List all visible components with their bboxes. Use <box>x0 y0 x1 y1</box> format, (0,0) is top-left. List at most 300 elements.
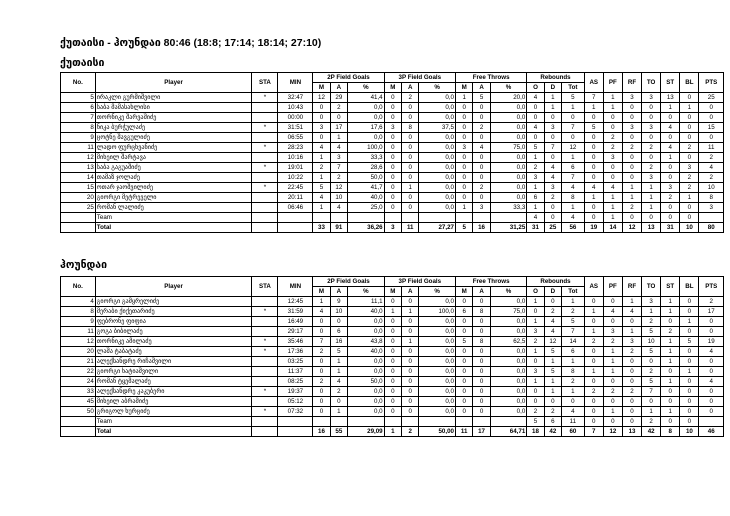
table-row <box>61 153 724 163</box>
total-p2p: 29,09 <box>348 427 385 437</box>
player-number: 14 <box>61 173 96 183</box>
total-pts: 80 <box>699 223 724 233</box>
stat-p2a <box>330 417 347 427</box>
player-name: თამაზ ჯოლაძე <box>95 173 252 183</box>
player-number: 7 <box>61 113 96 123</box>
stat-o: 0 <box>527 103 544 113</box>
stat-bl: 0 <box>680 417 699 427</box>
table-row <box>61 213 724 223</box>
stat-d: 0 <box>544 397 561 407</box>
stat-d: 1 <box>544 103 561 113</box>
stat-ftp: 0,0 <box>490 153 527 163</box>
stat-rf: 3 <box>622 337 641 347</box>
stat-ftm: 0 <box>455 123 472 133</box>
total-ftm: 11 <box>455 427 472 437</box>
player-name: ცოტნე შავგულიძე <box>95 133 252 143</box>
stat-to: 0 <box>642 113 661 123</box>
stat-fta: 0 <box>473 163 490 173</box>
column-header-to: TO <box>642 277 661 297</box>
stat-p3p: 0,0 <box>419 357 456 367</box>
stat-fta: 4 <box>473 143 490 153</box>
stat-fta: 0 <box>473 173 490 183</box>
stat-p3p: 0,0 <box>419 377 456 387</box>
stat-bl: 0 <box>680 123 699 133</box>
stat-bl: 2 <box>680 143 699 153</box>
stat-bl: 1 <box>680 367 699 377</box>
stat-p2m: 4 <box>313 307 330 317</box>
column-header-as: AS <box>584 73 603 93</box>
stat-pf: 0 <box>603 173 622 183</box>
stat-p2p: 100,0 <box>348 143 385 153</box>
stat-bl: 3 <box>680 163 699 173</box>
stat-as: 1 <box>584 103 603 113</box>
stat-p2m <box>313 417 330 427</box>
starter-mark <box>252 317 278 327</box>
stat-tot: 4 <box>562 407 585 417</box>
stat-p3p: 0,0 <box>419 387 456 397</box>
stat-st: 13 <box>661 93 680 103</box>
stat-st: 0 <box>661 387 680 397</box>
player-number: 11 <box>61 143 96 153</box>
column-header-reb: Rebounds <box>527 277 584 287</box>
stat-as: 2 <box>584 337 603 347</box>
starter-mark <box>252 133 278 143</box>
stat-ftm: 0 <box>455 367 472 377</box>
stat-p3m: 3 <box>384 123 401 133</box>
stat-bl: 0 <box>680 347 699 357</box>
total-pts: 46 <box>699 427 724 437</box>
stat-st: 1 <box>661 357 680 367</box>
stat-bl: 0 <box>680 203 699 213</box>
table-row <box>61 297 724 307</box>
total-bl: 10 <box>680 223 699 233</box>
stat-d: 4 <box>544 327 561 337</box>
stat-st: 2 <box>661 193 680 203</box>
minutes: 10:16 <box>278 153 313 163</box>
stat-ftm: 1 <box>455 203 472 213</box>
stat-bl: 2 <box>680 183 699 193</box>
stat-p2a: 5 <box>330 347 347 357</box>
stats-table-home <box>60 72 724 233</box>
stat-pf: 1 <box>603 213 622 223</box>
stat-d: 0 <box>544 203 561 213</box>
stat-to: 3 <box>642 93 661 103</box>
total-rf: 13 <box>622 427 641 437</box>
column-header-sta: STA <box>252 73 278 93</box>
player-name: ლაშა ტაბატაძე <box>95 347 252 357</box>
stat-p2p: 0,0 <box>348 113 385 123</box>
stat-as: 0 <box>584 133 603 143</box>
table-row <box>61 143 724 153</box>
stat-d: 0 <box>544 153 561 163</box>
stat-pts <box>699 417 724 427</box>
stat-p3a: 0 <box>402 347 419 357</box>
stat-d: 5 <box>544 367 561 377</box>
stat-pts: 0 <box>699 387 724 397</box>
stat-o: 0 <box>527 133 544 143</box>
stat-p2a: 29 <box>330 93 347 103</box>
total-tot: 60 <box>562 427 585 437</box>
stat-to: 0 <box>642 153 661 163</box>
minutes: 10:22 <box>278 173 313 183</box>
stat-rf: 0 <box>622 377 641 387</box>
stat-to: 2 <box>642 163 661 173</box>
stat-o: 5 <box>527 143 544 153</box>
stat-d: 1 <box>544 93 561 103</box>
total-p2m: 33 <box>313 223 330 233</box>
starter-mark: * <box>252 347 278 357</box>
stat-pts: 4 <box>699 377 724 387</box>
stat-pts: 0 <box>699 327 724 337</box>
starter-mark: * <box>252 407 278 417</box>
stat-rf: 0 <box>622 367 641 377</box>
starter-mark: * <box>252 123 278 133</box>
stat-d: 4 <box>544 317 561 327</box>
column-header-sta: STA <box>252 277 278 297</box>
column-header-min: MIN <box>278 73 313 93</box>
stat-p2p: 43,8 <box>348 337 385 347</box>
team-name-home: ქუთაისი <box>60 57 105 69</box>
stat-p2m: 12 <box>313 93 330 103</box>
stat-p3p: 0,0 <box>419 347 456 357</box>
stat-pts: 4 <box>699 163 724 173</box>
stat-rf: 4 <box>622 307 641 317</box>
stat-pf: 2 <box>603 133 622 143</box>
column-subheader-pct: % <box>490 83 527 93</box>
stat-ftm <box>455 213 472 223</box>
stat-p3p: 0,0 <box>419 113 456 123</box>
table-row <box>61 193 724 203</box>
stat-tot: 2 <box>562 307 585 317</box>
stat-o: 2 <box>527 407 544 417</box>
stat-ftp <box>490 417 527 427</box>
table-row <box>61 163 724 173</box>
stat-pts: 10 <box>699 183 724 193</box>
stat-fta: 0 <box>473 153 490 163</box>
player-name: საბა გაგუაშიძე <box>95 163 252 173</box>
column-header-pf: PF <box>603 73 622 93</box>
stat-p3a: 0 <box>402 113 419 123</box>
stat-pts: 0 <box>699 357 724 367</box>
minutes: 16:49 <box>278 317 313 327</box>
stat-rf: 2 <box>622 347 641 357</box>
stat-tot: 7 <box>562 173 585 183</box>
stat-tot: 0 <box>562 113 585 123</box>
stat-p2m: 0 <box>313 387 330 397</box>
player-number: 9 <box>61 133 96 143</box>
column-header-p3: 3P Field Goals <box>384 277 455 287</box>
player-number: 24 <box>61 377 96 387</box>
stat-fta: 0 <box>473 193 490 203</box>
stat-st: 0 <box>661 203 680 213</box>
stat-to: 3 <box>642 173 661 183</box>
stat-as: 7 <box>584 93 603 103</box>
stat-p3a: 1 <box>402 337 419 347</box>
page-title: ქუთაისი - ჰოუნდაი 80:46 (18:8; 17:14; 18:14; 27:10) <box>60 37 322 49</box>
stat-fta: 3 <box>473 203 490 213</box>
stat-to: 1 <box>642 183 661 193</box>
stat-p2p <box>348 213 385 223</box>
table-row <box>61 357 724 367</box>
stat-p3p: 0,0 <box>419 193 456 203</box>
total-fta: 17 <box>473 427 490 437</box>
total-o: 18 <box>527 427 544 437</box>
column-subheader-a: A <box>473 83 490 93</box>
stat-pts: 0 <box>699 133 724 143</box>
stat-rf: 1 <box>622 193 641 203</box>
stat-pts: 0 <box>699 113 724 123</box>
stat-to: 5 <box>642 327 661 337</box>
stat-p3p: 0,0 <box>419 183 456 193</box>
stat-to: 0 <box>642 213 661 223</box>
table-row <box>61 337 724 347</box>
stat-as: 1 <box>584 193 603 203</box>
starter-mark <box>252 377 278 387</box>
stat-bl: 0 <box>680 377 699 387</box>
stat-pf: 1 <box>603 203 622 213</box>
stat-p2p: 0,0 <box>348 367 385 377</box>
column-subheader-tot: Tot <box>562 83 585 93</box>
stat-o: 2 <box>527 337 544 347</box>
total-tot: 56 <box>562 223 585 233</box>
stat-o: 3 <box>527 367 544 377</box>
stat-p3m: 0 <box>384 193 401 203</box>
column-header-min: MIN <box>278 277 313 297</box>
player-number <box>61 213 96 223</box>
stat-to: 0 <box>642 133 661 143</box>
column-header-player: Player <box>95 73 252 93</box>
stat-p3a: 2 <box>402 93 419 103</box>
table-row <box>61 387 724 397</box>
stat-tot: 11 <box>562 417 585 427</box>
stat-ftp: 0,0 <box>490 123 527 133</box>
stat-ftp: 0,0 <box>490 327 527 337</box>
stat-o: 3 <box>527 173 544 183</box>
stat-p3p: 37,5 <box>419 123 456 133</box>
stat-st: 0 <box>661 133 680 143</box>
stat-p2m: 2 <box>313 163 330 173</box>
stat-tot: 14 <box>562 337 585 347</box>
stat-as: 5 <box>584 123 603 133</box>
stat-st: 4 <box>661 143 680 153</box>
stat-bl: 1 <box>680 103 699 113</box>
starter-mark <box>252 173 278 183</box>
stat-pts: 2 <box>699 173 724 183</box>
stat-p2p: 40,0 <box>348 307 385 317</box>
column-header-p2: 2P Field Goals <box>313 73 384 83</box>
stat-d: 1 <box>544 377 561 387</box>
stat-d: 0 <box>544 133 561 143</box>
stat-rf: 0 <box>622 357 641 367</box>
stat-st: 1 <box>661 153 680 163</box>
stat-as: 0 <box>584 397 603 407</box>
stat-p3m: 0 <box>384 297 401 307</box>
stat-pf: 0 <box>603 417 622 427</box>
stat-p3a: 0 <box>402 327 419 337</box>
stat-p2m: 2 <box>313 347 330 357</box>
starter-mark <box>252 297 278 307</box>
stat-fta: 0 <box>473 397 490 407</box>
total-empty-cell <box>61 427 96 437</box>
stat-pts: 0 <box>699 397 724 407</box>
stat-p2m: 0 <box>313 113 330 123</box>
stat-p3m: 0 <box>384 327 401 337</box>
header-row <box>61 277 724 287</box>
stat-p2p: 33,3 <box>348 153 385 163</box>
stat-st: 0 <box>661 417 680 427</box>
stat-p3m: 0 <box>384 387 401 397</box>
total-empty-cell <box>61 223 96 233</box>
stat-st: 0 <box>661 317 680 327</box>
starter-mark <box>252 357 278 367</box>
total-d: 42 <box>544 427 561 437</box>
stat-p3m: 0 <box>384 317 401 327</box>
table-row <box>61 123 724 133</box>
column-subheader-m: M <box>313 287 330 297</box>
stat-bl: 0 <box>680 93 699 103</box>
player-number: 25 <box>61 203 96 213</box>
stat-pf: 1 <box>603 103 622 113</box>
stat-pf: 0 <box>603 163 622 173</box>
stat-p2a: 2 <box>330 387 347 397</box>
stat-p2p: 0,0 <box>348 357 385 367</box>
stat-d: 4 <box>544 163 561 173</box>
minutes: 08:25 <box>278 377 313 387</box>
stat-tot: 0 <box>562 397 585 407</box>
total-ftp: 64,71 <box>490 427 527 437</box>
total-empty-cell <box>252 427 278 437</box>
stat-tot: 8 <box>562 367 585 377</box>
stat-d: 4 <box>544 173 561 183</box>
column-header-as: AS <box>584 277 603 297</box>
stat-p2p: 11,1 <box>348 297 385 307</box>
stat-tot: 5 <box>562 93 585 103</box>
stat-p2a: 1 <box>330 367 347 377</box>
player-name: ალექსანდრე კაკუბერი <box>95 387 252 397</box>
stat-p3m: 0 <box>384 163 401 173</box>
player-number: 8 <box>61 307 96 317</box>
stat-bl: 0 <box>680 213 699 223</box>
stat-pts: 2 <box>699 297 724 307</box>
stat-pf: 1 <box>603 193 622 203</box>
stat-bl: 0 <box>680 397 699 407</box>
total-label: Total <box>95 223 252 233</box>
column-subheader-m: M <box>384 287 401 297</box>
column-subheader-o: O <box>527 287 544 297</box>
minutes: 06:46 <box>278 203 313 213</box>
stat-fta: 0 <box>473 103 490 113</box>
stat-ftm: 0 <box>455 347 472 357</box>
stat-o: 0 <box>527 397 544 407</box>
stat-bl: 0 <box>680 297 699 307</box>
minutes: 12:45 <box>278 297 313 307</box>
column-header-to: TO <box>642 73 661 93</box>
stat-p3a: 0 <box>402 317 419 327</box>
table-row <box>61 307 724 317</box>
stat-ftp: 0,0 <box>490 103 527 113</box>
total-bl: 10 <box>680 427 699 437</box>
column-header-bl: BL <box>680 277 699 297</box>
stat-tot: 1 <box>562 203 585 213</box>
column-subheader-m: M <box>384 83 401 93</box>
stat-d: 0 <box>544 213 561 223</box>
column-subheader-d: D <box>544 287 561 297</box>
total-ftm: 5 <box>455 223 472 233</box>
player-number: 33 <box>61 387 96 397</box>
minutes: 28:23 <box>278 143 313 153</box>
stat-bl: 0 <box>680 407 699 417</box>
stat-p3m: 0 <box>384 153 401 163</box>
player-name: საბა მამასახლისი <box>95 103 252 113</box>
stat-st: 0 <box>661 367 680 377</box>
stat-ftp: 0,0 <box>490 377 527 387</box>
column-header-pts: PTS <box>699 277 724 297</box>
stat-ftm: 0 <box>455 387 472 397</box>
stat-ftp: 75,0 <box>490 307 527 317</box>
stat-o: 4 <box>527 123 544 133</box>
stat-p3m: 0 <box>384 183 401 193</box>
stat-to: 7 <box>642 387 661 397</box>
stat-p2a: 0 <box>330 397 347 407</box>
stat-p3m: 0 <box>384 407 401 417</box>
stat-rf: 0 <box>622 417 641 427</box>
player-name: რომან ლალიძე <box>95 203 252 213</box>
stat-o: 1 <box>527 297 544 307</box>
column-header-rf: RF <box>622 73 641 93</box>
player-name: გოგა ბიბილაძე <box>95 327 252 337</box>
stat-pf: 1 <box>603 347 622 357</box>
stat-to: 3 <box>642 297 661 307</box>
stat-ftp: 0,0 <box>490 347 527 357</box>
stat-o: 1 <box>527 153 544 163</box>
stat-to: 10 <box>642 337 661 347</box>
stat-fta: 0 <box>473 357 490 367</box>
player-number: 20 <box>61 347 96 357</box>
total-st: 8 <box>661 427 680 437</box>
starter-mark <box>252 153 278 163</box>
stat-st: 1 <box>661 407 680 417</box>
stat-ftm: 0 <box>455 133 472 143</box>
stat-ftp: 20,0 <box>490 93 527 103</box>
stat-st: 0 <box>661 213 680 223</box>
stat-p3m <box>384 417 401 427</box>
table-row <box>61 93 724 103</box>
table-row <box>61 407 724 417</box>
stat-p2m: 0 <box>313 103 330 113</box>
stat-p3p: 0,0 <box>419 163 456 173</box>
player-number: 5 <box>61 93 96 103</box>
stat-p3a: 0 <box>402 173 419 183</box>
stat-p2a: 4 <box>330 203 347 213</box>
stat-tot: 6 <box>562 163 585 173</box>
starter-mark <box>252 417 278 427</box>
total-p3p: 27,27 <box>419 223 456 233</box>
stat-st: 3 <box>661 183 680 193</box>
total-ftp: 31,25 <box>490 223 527 233</box>
stat-bl: 5 <box>680 337 699 347</box>
starter-mark: * <box>252 143 278 153</box>
stat-ftp: 0,0 <box>490 133 527 143</box>
stat-ftm: 0 <box>455 377 472 387</box>
stat-rf: 0 <box>622 133 641 143</box>
stat-p3p: 0,0 <box>419 153 456 163</box>
stat-ftp: 33,3 <box>490 203 527 213</box>
stat-p2m: 0 <box>313 367 330 377</box>
stat-to: 3 <box>642 123 661 133</box>
stat-p2a: 1 <box>330 357 347 367</box>
total-as: 7 <box>584 427 603 437</box>
stat-p2a: 1 <box>330 407 347 417</box>
